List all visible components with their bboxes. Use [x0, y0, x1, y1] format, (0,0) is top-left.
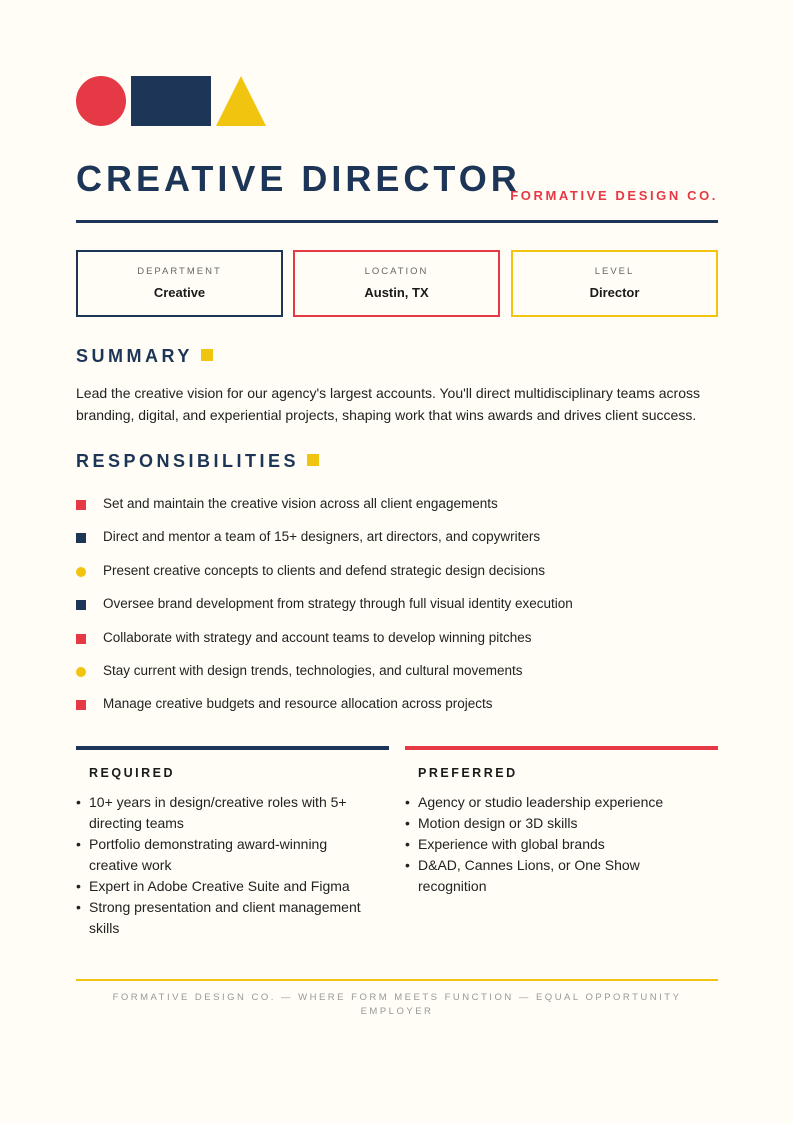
- navy-square-bullet-icon: [76, 600, 86, 610]
- logo-rectangle-shape: [131, 76, 211, 126]
- list-item: • Portfolio demonstrating award-winning creative work: [89, 834, 369, 876]
- list-item: [76, 561, 718, 594]
- list-item-text: Collaborate with strategy and account teams to develop winning pitches: [103, 629, 532, 645]
- footer: [76, 979, 718, 1019]
- red-square-bullet-icon: [76, 700, 86, 710]
- list-item: • Experience with global brands: [418, 834, 698, 855]
- list-item: • Expert in Adobe Creative Suite and Figma: [89, 876, 369, 897]
- list-item: [76, 494, 718, 527]
- list-item: [76, 628, 718, 661]
- yellow-square-icon: [201, 349, 213, 361]
- list-item: [76, 694, 718, 727]
- info-label: LOCATION: [364, 266, 429, 277]
- list-item-text: Direct and mentor a team of 15+ designers, art directors, and copywriters: [103, 529, 541, 545]
- info-value: Director: [589, 285, 640, 300]
- list-item: • D&AD, Cannes Lions, or One Show recognition: [418, 855, 698, 897]
- yellow-circle-bullet-icon: [76, 567, 86, 577]
- required-heading: REQUIRED: [89, 766, 175, 780]
- title-row: [76, 156, 718, 223]
- info-label: LEVEL: [594, 266, 635, 277]
- navy-square-bullet-icon: [76, 533, 86, 543]
- list-item-text: Set and maintain the creative vision across all client engagements: [103, 496, 498, 511]
- info-box-location: [293, 250, 500, 317]
- list-item: • Motion design or 3D skills: [418, 813, 698, 834]
- info-box-department: [76, 250, 283, 317]
- red-square-bullet-icon: [76, 634, 86, 644]
- summary-heading-text: SUMMARY: [76, 346, 193, 366]
- info-value: Creative: [153, 285, 206, 300]
- list-item-text: Manage creative budgets and resource allocation across projects: [103, 696, 493, 712]
- summary-heading: [76, 346, 213, 367]
- responsibilities-list: [76, 494, 718, 728]
- responsibilities-heading-text: RESPONSIBILITIES: [76, 451, 300, 471]
- yellow-square-icon: [307, 454, 319, 466]
- preferred-list: [418, 792, 698, 897]
- list-item: • Agency or studio leadership experience: [418, 792, 698, 813]
- logo-circle-shape: [76, 76, 126, 126]
- required-list: [89, 792, 369, 939]
- required-column: [76, 746, 389, 939]
- info-value: Austin, TX: [364, 285, 429, 300]
- list-item: [76, 527, 718, 560]
- preferred-heading: PREFERRED: [418, 766, 518, 780]
- list-item: • 10+ years in design/creative roles with 5+ directing teams: [89, 792, 369, 834]
- list-item-text: Stay current with design trends, technologies, and cultural movements: [103, 662, 523, 678]
- list-item-text: Present creative concepts to clients and defend strategic design decisions: [103, 562, 546, 578]
- info-label: DEPARTMENT: [137, 266, 222, 277]
- yellow-circle-bullet-icon: [76, 667, 86, 677]
- info-box-level: [511, 250, 718, 317]
- preferred-column: [405, 746, 718, 897]
- page-title: CREATIVE DIRECTOR: [76, 158, 521, 199]
- company-name: FORMATIVE DESIGN CO.: [510, 188, 718, 203]
- list-item: • Strong presentation and client management skills: [89, 897, 369, 939]
- footer-text: FORMATIVE DESIGN CO. — WHERE FORM MEETS FUNCTION — EQUAL OPPORTUNITY EMPLOYER: [112, 992, 682, 1017]
- red-square-bullet-icon: [76, 500, 86, 510]
- list-item: [76, 661, 718, 694]
- responsibilities-heading: [76, 451, 319, 472]
- list-item-text: Oversee brand development from strategy through full visual identity execution: [103, 596, 573, 612]
- summary-text: Lead the creative vision for our agency's largest accounts. You'll direct multidisciplinary teams across branding, digital, and experiential projects, shaping work that wins awards and drives client success.: [76, 385, 700, 423]
- logo: [76, 76, 276, 126]
- info-boxes: [76, 250, 718, 317]
- list-item: [76, 594, 718, 627]
- logo-triangle-shape: [216, 76, 266, 126]
